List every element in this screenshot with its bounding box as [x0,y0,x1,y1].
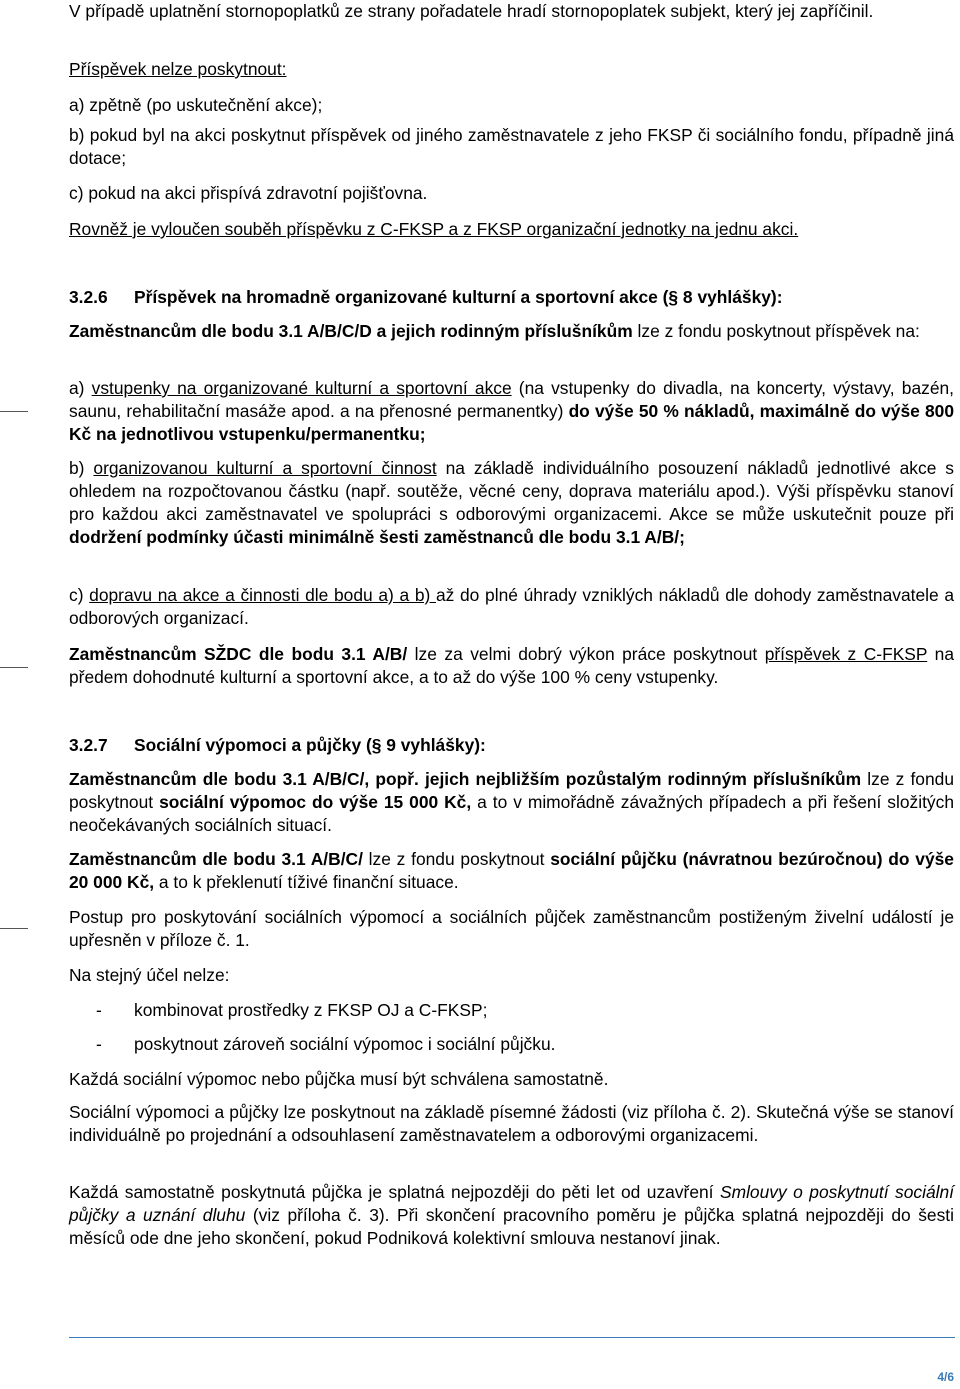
eligibility-bold: Zaměstnancům dle bodu 3.1 A/B/C/D a jejich rodinným příslušníkům [69,321,633,341]
contribution-item-a [69,377,954,446]
storno-text: V případě uplatnění stornopoplatků ze strany pořadatele hradí stornopoplatek subjekt, který jej zapříčinil. [69,1,874,21]
item-label: a) [69,378,92,398]
footer-divider [69,1337,955,1338]
item-b-underlined: organizovanou kulturní a sportovní činnost [93,458,437,478]
social-aid-bold: Zaměstnancům dle bodu 3.1 A/B/C/, popř. jejich nejbližším pozůstalým rodinným příslušníkům [69,769,862,789]
section-number: 3.2.7 [69,735,108,755]
approval-text: Každá sociální výpomoc nebo půjčka musí být schválena samostatně. [69,1069,609,1089]
section-heading-3-2-7 [69,734,954,757]
item-label: b) [69,458,94,478]
margin-change-mark [0,667,28,668]
social-loan-bold: Zaměstnancům dle bodu 3.1 A/B/C/ [69,849,363,869]
section-title: Sociální výpomoci a půjčky (§ 9 vyhlášky): [134,735,486,755]
section-heading-3-2-6 [69,286,954,309]
exclusion-intro-text: Příspěvek nelze poskytnout: [69,59,287,79]
item-c-text: až do plné úhrady vzniklých nákladů dle dohody zaměstnavatele a odborových organizací. [69,585,954,628]
item-a-text: (na vstupenky do divadla, na koncerty, výstavy, bazén, saunu, rehabilitační masáže apod. a na přenosné permanentky) [69,378,954,421]
list-bullet: - [96,1000,102,1020]
list-item: poskytnout zároveň sociální výpomoc i sociální půjčku. [134,1034,556,1054]
item-a-underlined: vstupenky na organizované kulturní a sportovní akce [91,378,512,398]
social-aid-paragraph [69,768,954,837]
szdc-text: lze za velmi dobrý výkon práce poskytnout [407,644,765,664]
szdc-paragraph [69,643,954,689]
item-b-bold: dodržení podmínky účasti minimálně šesti zaměstnanců dle bodu 3.1 A/B/; [69,527,685,547]
margin-change-mark [0,928,28,929]
social-loan-amount: sociální půjčku (návratnou bezúročnou) do výše 20 000 Kč, [69,849,954,892]
repayment-text-end: (viz příloha č. 3). Při skončení pracovního poměru je půjčka splatná nejpozději do šesti měsíců ode dne jeho skončení, pokud Podniková kolektivní smlouva nestanoví jinak. [69,1205,954,1248]
approval-paragraph [69,1068,954,1091]
contract-title: Smlouvy o poskytnutí sociální půjčky a uznání dluhu [69,1182,954,1225]
exclusion-note [69,218,954,241]
exclusion-item-a [69,94,954,117]
page-number: 4/6 [937,1370,954,1384]
social-loan-text: lze z fondu poskytnout [362,849,551,869]
item-c-underlined: dopravu na akce a činnosti dle bodu a) a b) [89,585,436,605]
list-bullet: - [96,1034,102,1054]
szdc-underlined: příspěvek z C-FKSP [764,644,928,664]
social-loan-paragraph [69,848,954,894]
item-b-text: na základě individuálního posouzení nákladů jednotlivé akce s ohledem na rozpočtovanou částku (např. soutěže, věcné ceny, doprava materiálu apod.). Výši příspěvku stanoví pro každou akci zaměstnavatel ve spolupráci s odborovými organizacemi. Akce se může uskutečnit pouze při [69,458,955,524]
natural-disaster-paragraph [69,906,954,952]
exclusion-intro [69,58,954,81]
eligibility-paragraph [69,320,954,343]
section-number: 3.2.6 [69,287,108,307]
application-text: Sociální výpomoci a půjčky lze poskytnout na základě písemné žádosti (viz příloha č. 2). Skutečná výše se stanoví individuálně po projednání a odsouhlasení zaměstnavatelem a odborovými organizacemi. [69,1102,954,1145]
exclusion-item-b [69,124,954,170]
exclusion-item-b-text: b) pokud byl na akci poskytnut příspěvek od jiného zaměstnavatele z jeho FKSP či sociálního fondu, případně jiná dotace; [69,125,954,168]
restriction-intro [69,964,954,987]
item-a-bold: do výše 50 % nákladů, maximálně do výše 800 Kč na jednotlivou vstupenku/permanentku; [69,401,954,444]
margin-change-mark [0,411,28,412]
repayment-paragraph [69,1181,954,1250]
social-aid-text: lze z fondu poskytnout [69,769,954,812]
exclusion-note-text: Rovněž je vyloučen souběh příspěvku z C-FKSP a z FKSP organizační jednotky na jednu akci. [69,219,799,239]
exclusion-item-c [69,182,954,205]
exclusion-item-a-text: a) zpětně (po uskutečnění akce); [69,95,323,115]
application-paragraph [69,1101,954,1147]
item-label: c) [69,585,90,605]
list-item: kombinovat prostředky z FKSP OJ a C-FKSP; [134,1000,488,1020]
szdc-bold: Zaměstnancům SŽDC dle bodu 3.1 A/B/ [69,644,408,664]
szdc-text-end: na předem dohodnuté kulturní a sportovní akce, a to až do výše 100 % ceny vstupenky. [69,644,955,687]
contribution-item-b [69,457,954,549]
social-aid-text-end: a to v mimořádně závažných případech a při řešení složitých neočekávaných sociálních situací. [69,792,954,835]
repayment-text: Každá samostatně poskytnutá půjčka je splatná nejpozději do pěti let od uzavření [69,1182,720,1202]
contribution-item-c [69,584,954,630]
exclusion-item-c-text: c) pokud na akci přispívá zdravotní pojišťovna. [69,183,428,203]
eligibility-text: lze z fondu poskytnout příspěvek na: [632,321,920,341]
section-title: Příspěvek na hromadně organizované kulturní a sportovní akce (§ 8 vyhlášky): [134,287,783,307]
social-aid-amount: sociální výpomoc do výše 15 000 Kč, [159,792,472,812]
restriction-intro-text: Na stejný účel nelze: [69,965,230,985]
social-loan-text-end: a to k překlenutí tíživé finanční situace. [154,872,459,892]
natural-disaster-text: Postup pro poskytování sociálních výpomocí a sociálních půjček zaměstnancům postiženým živelní událostí je upřesněn v příloze č. 1. [69,907,954,950]
storno-paragraph [69,0,954,23]
